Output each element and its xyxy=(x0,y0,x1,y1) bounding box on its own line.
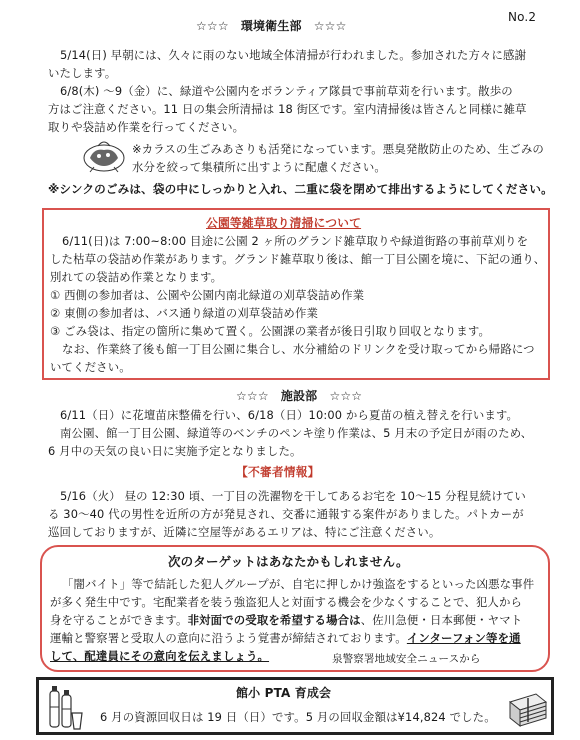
env-para-2-line-3: 取りや袋詰め作業を行ってください。 xyxy=(48,120,245,134)
crime-line-5: して、配達員にその意向を伝えましょう。 xyxy=(50,649,270,663)
crime-line-3 xyxy=(50,611,522,629)
garbage-bag-illustration xyxy=(80,136,128,174)
park-line-2: した枯草の袋詰め作業があります。グランド雑草取り後は、館一丁目公園を境に、下記の通り、 xyxy=(50,252,546,266)
crime-warning-title: 次のターゲットはあなたかもしれません。 xyxy=(168,554,409,569)
crime-line-4 xyxy=(50,629,521,647)
facility-line-1: 6/11（日）に花壇苗床整備を行い、6/18（日）10:00 から夏苗の植え替えを行います。 xyxy=(60,408,519,422)
park-line-1: 6/11(日)は 7:00~8:00 目途に公園 2 ヶ所のグランド雑草取りや緑道街路の事前草刈りを xyxy=(62,234,529,248)
env-heading: ☆☆☆ 環境衛生部 ☆☆☆ xyxy=(196,19,347,33)
sink-notice: ※シンクのごみは、袋の中にしっかりと入れ、二重に袋を閉めて排出するようにしてください。 xyxy=(48,182,553,196)
suspicious-line-3: 巡回しておりますが、近隣に空屋等があるエリアは、特にご注意ください。 xyxy=(48,525,441,539)
suspicious-line-2: る 30～40 代の男性を近所の方が発見され、交番に通報する案件がありました。パトカーが xyxy=(48,507,524,521)
pta-text: 6 月の資源回収日は 19 日（日）です。5 月の回収金額は¥14,824 でした。 xyxy=(100,710,496,724)
facility-line-2: 南公園、館一丁目公園、緑道等のベンチのペンキ塗り作業は、5 月末の予定日が雨のため、 xyxy=(60,426,533,440)
env-para-3-line-1: ※カラスの生ごみあさりも活発になっています。悪臭発散防止のため、生ごみの xyxy=(132,142,544,156)
park-line-4: ① 西側の参加者は、公園や公園内南北緑道の刈草袋詰め作業 xyxy=(50,288,365,302)
env-para-1-line-2: いたします。 xyxy=(48,66,117,80)
pta-title: 館小 PTA 育成会 xyxy=(236,686,332,700)
crime-line-2: が多く発生中です。宅配業者を装う強盗犯人と対面する機会を少なくすることで、犯人から xyxy=(50,595,523,609)
park-line-8: いてください。 xyxy=(50,360,131,374)
facility-line-3: 6 月中の天気の良い日に実施予定となりました。 xyxy=(48,444,302,458)
crime-line-3-bold: 非対面での受取を希望する場合は xyxy=(187,613,361,627)
park-line-5: ② 東側の参加者は、バス通り緑道の刈草袋詰め作業 xyxy=(50,306,319,320)
suspicious-line-1: 5/16（火） 昼の 12:30 頃、一丁目の洗濯物を干してあるお宅を 10～15 分程見続けてい xyxy=(60,489,526,503)
park-line-6: ③ ごみ袋は、指定の箇所に集めて置く。公園課の業者が後日引取り回収となります。 xyxy=(50,324,490,338)
page-number: No.2 xyxy=(508,10,537,24)
env-para-1-line-1: 5/14(日) 早朝には、久々に雨のない地域全体清掃が行われました。参加された方々に感謝 xyxy=(60,48,527,62)
park-line-7: なお、作業終了後も館一丁目公園に集合し、水分補給のドリンクを受け取ってから帰路につ xyxy=(62,342,535,356)
crime-line-4-a: 運輸と警察署と受取人の意向に沿うよう覚書が締結されております。 xyxy=(50,631,407,645)
park-line-3: 別れての袋詰め作業となります。 xyxy=(50,270,223,284)
park-cleanup-title: 公園等雑草取り清掃について xyxy=(206,216,362,230)
newspaper-bundle-illustration xyxy=(506,688,550,728)
crime-line-4-bold: インターフォン等を通 xyxy=(406,631,521,645)
env-para-3-line-2: 水分を絞って集積所に出すように配慮ください。 xyxy=(132,160,386,174)
crime-line-3-a: 身を守ることができます。 xyxy=(50,613,188,627)
env-para-2-line-2: 方はご注意ください。11 日の集会所清掃は 18 街区です。室内清掃後は皆さんと同様に雑草 xyxy=(48,102,527,116)
pet-bottle-illustration xyxy=(44,683,84,731)
facility-heading: ☆☆☆ 施設部 ☆☆☆ xyxy=(236,389,363,403)
env-para-2-line-1: 6/8(木) ～9（金）に、緑道や公園内をボランティア隊員で事前草苅を行います。散歩の xyxy=(60,84,513,98)
crime-source: 泉警察署地域安全ニュースから xyxy=(332,653,481,665)
crime-line-1: 「闇バイト」等で結託した犯人グループが、自宅に押しかけ強盗をするといった凶悪な事件 xyxy=(62,577,535,591)
crime-line-3-c: 、佐川急便・日本郵便・ヤマト xyxy=(360,613,523,627)
suspicious-heading: 【不審者情報】 xyxy=(236,465,320,479)
